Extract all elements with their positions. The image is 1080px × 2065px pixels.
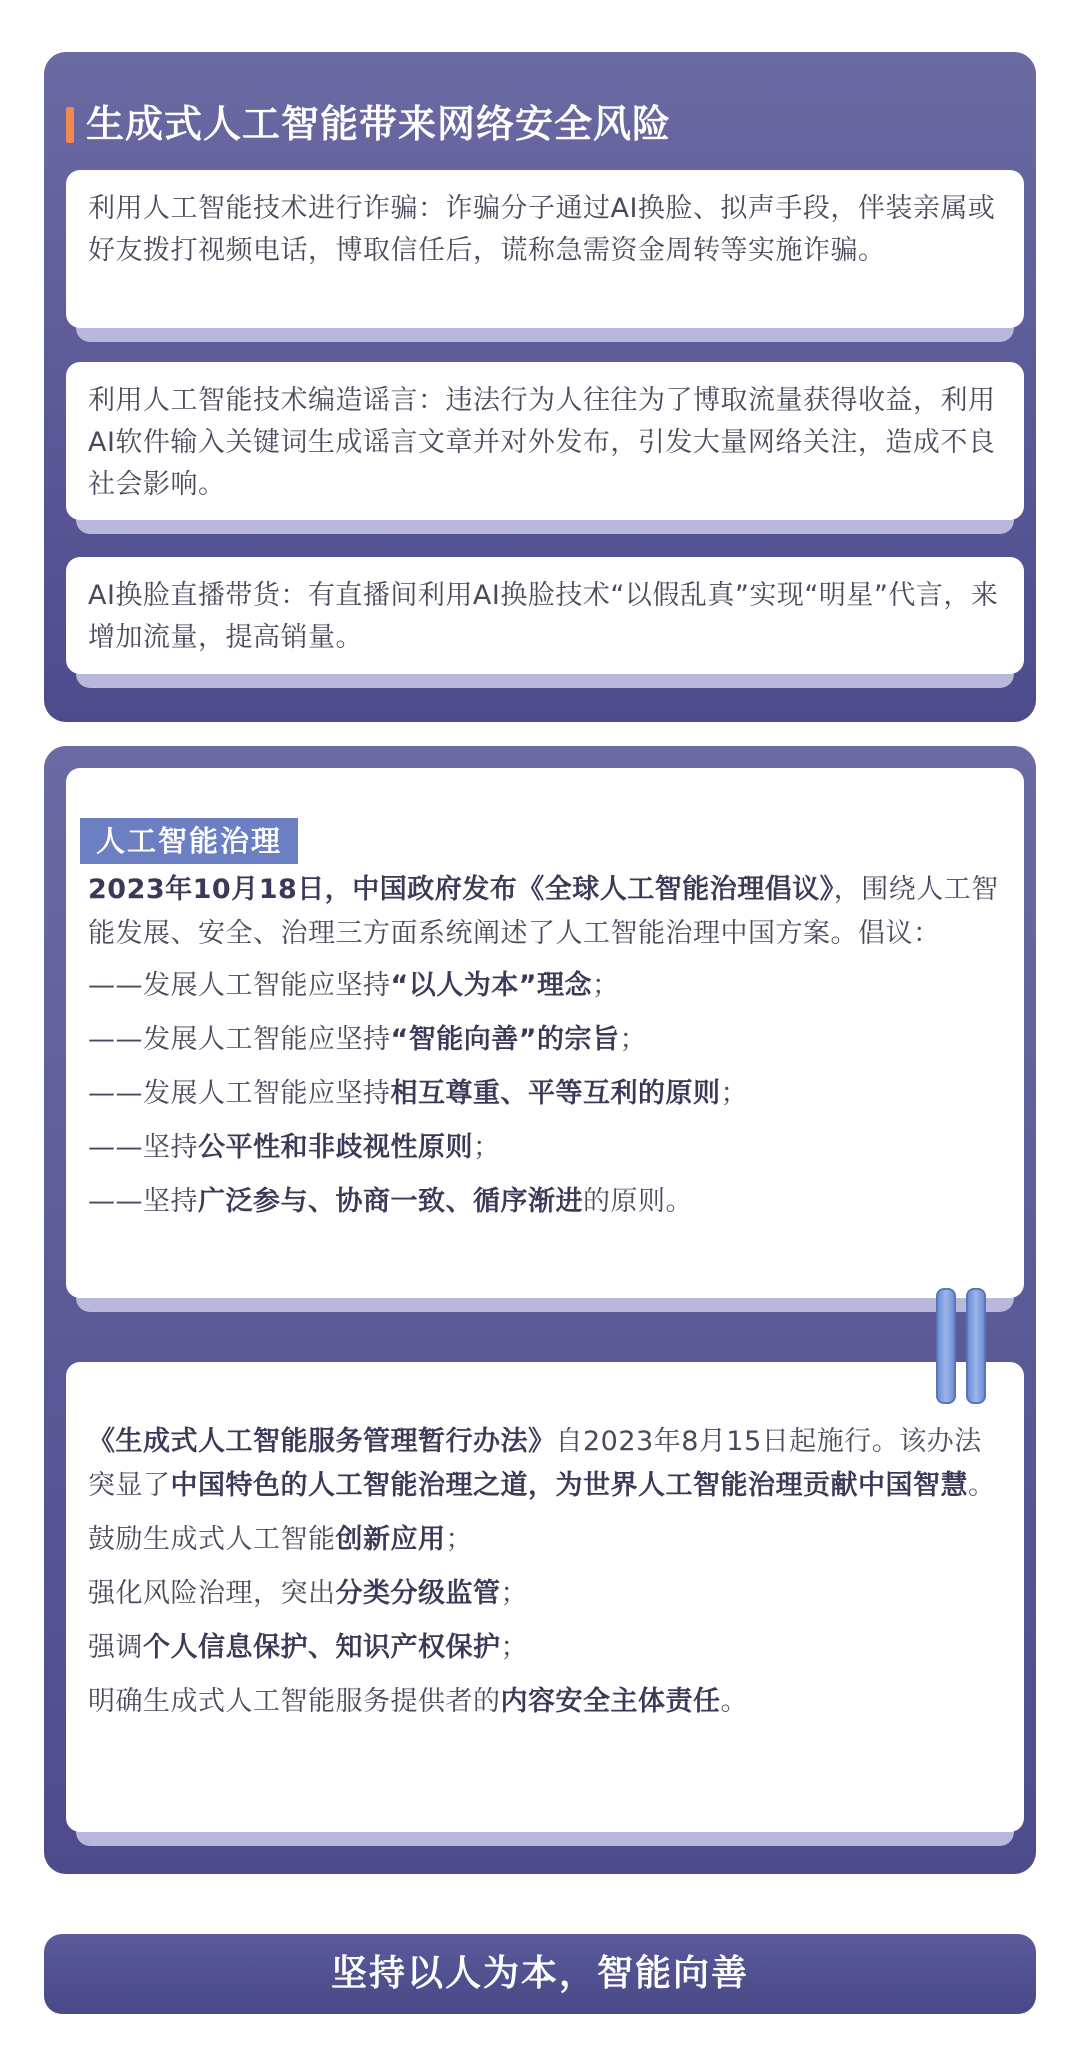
- point-suffix: ；: [720, 1078, 748, 1109]
- intro-date: 2023年10月18日，: [88, 874, 353, 905]
- binder-clip-icon: [966, 1288, 986, 1404]
- point-suffix: 的原则。: [583, 1186, 693, 1217]
- governance-intro: [88, 868, 1002, 956]
- governance-point: [88, 1072, 1002, 1116]
- risk-card: [66, 170, 1024, 328]
- risk-text: 利用人工智能技术编造谣言：违法行为人往往为了博取流量获得收益，利用AI软件输入关键词生成谣言文章并对外发布，引发大量网络关注，造成不良社会影响。: [88, 385, 996, 500]
- point-emphasis: “智能向善”的宗旨: [390, 1024, 620, 1055]
- point-suffix: ；: [445, 1524, 473, 1555]
- point-prefix: ——坚持: [88, 1132, 198, 1163]
- point-prefix: ——发展人工智能应坚持: [88, 1078, 391, 1109]
- governance-point: [88, 1180, 1002, 1224]
- intro-rest: ，围绕人工智能发展、安全、治理三方面系统阐述了人工智能治理中国方案。倡议：: [88, 874, 999, 949]
- governance-panel: [44, 746, 1036, 1874]
- measures-point: [88, 1626, 1002, 1670]
- point-prefix: 强调: [88, 1632, 143, 1663]
- risks-panel: [44, 52, 1036, 722]
- governance-point: [88, 1018, 1002, 1062]
- point-emphasis: 内容安全主体责任: [500, 1686, 721, 1717]
- risk-text: AI换脸直播带货：有直播间利用AI换脸技术“以假乱真”实现“明星”代言，来增加流量，提高销量。: [88, 580, 999, 653]
- measures-intro: [88, 1420, 1002, 1508]
- point-emphasis: 广泛参与、协商一致、循序渐进: [198, 1186, 583, 1217]
- risk-text: 利用人工智能技术进行诈骗：诈骗分子通过AI换脸、拟声手段，伴装亲属或好友拨打视频电话，博取信任后，谎称急需资金周转等实施诈骗。: [88, 193, 996, 266]
- point-suffix: ；: [500, 1632, 528, 1663]
- risk-card: [66, 557, 1024, 674]
- measures-point: [88, 1680, 1002, 1724]
- measures-point: [88, 1518, 1002, 1562]
- footer-slogan-banner: 坚持以人为本，智能向善: [44, 1934, 1036, 2014]
- point-emphasis: 分类分级监管: [335, 1578, 501, 1609]
- point-prefix: 明确生成式人工智能服务提供者的: [88, 1686, 501, 1717]
- point-suffix: ；: [619, 1024, 647, 1055]
- measures-intro-end: 。: [968, 1470, 996, 1501]
- risk-card-body: [66, 362, 1024, 520]
- point-emphasis: 创新应用: [335, 1524, 446, 1555]
- point-suffix: ；: [500, 1578, 528, 1609]
- measures-card-body: [66, 1362, 1024, 1832]
- risk-card-body: [66, 557, 1024, 674]
- governance-card: [66, 768, 1024, 1298]
- governance-point: [88, 964, 1002, 1008]
- point-suffix: 。: [720, 1686, 748, 1717]
- measures-title: 《生成式人工智能服务管理暂行办法》: [88, 1426, 556, 1457]
- measures-point: [88, 1572, 1002, 1616]
- governance-tag: 人工智能治理: [80, 818, 298, 864]
- governance-card-body: [66, 768, 1024, 1298]
- intro-initiative: 中国政府发布《全球人工智能治理倡议》: [352, 874, 834, 905]
- point-emphasis: 公平性和非歧视性原则: [198, 1132, 473, 1163]
- measures-content: [66, 1362, 1024, 1724]
- measures-card: [66, 1362, 1024, 1832]
- governance-point: [88, 1126, 1002, 1170]
- risks-section-title: 生成式人工智能带来网络安全风险: [64, 99, 671, 149]
- point-emphasis: 相互尊重、平等互利的原则: [390, 1078, 721, 1109]
- point-suffix: ；: [592, 970, 620, 1001]
- risk-card: [66, 362, 1024, 520]
- point-prefix: ——坚持: [88, 1186, 198, 1217]
- point-prefix: ——发展人工智能应坚持: [88, 1024, 391, 1055]
- point-prefix: 鼓励生成式人工智能: [88, 1524, 336, 1555]
- point-emphasis: 个人信息保护、知识产权保护: [143, 1632, 501, 1663]
- point-prefix: 强化风险治理，突出: [88, 1578, 336, 1609]
- measures-intro-mid: 自2023年8月15日起施行。该办法突显了: [88, 1426, 982, 1501]
- point-emphasis: “以人为本”理念: [390, 970, 592, 1001]
- binder-clip-icon: [936, 1288, 956, 1404]
- measures-emphasis: 中国特色的人工智能治理之道，为世界人工智能治理贡献中国智慧: [170, 1470, 968, 1501]
- risk-card-body: [66, 170, 1024, 328]
- point-prefix: ——发展人工智能应坚持: [88, 970, 391, 1001]
- point-suffix: ；: [473, 1132, 501, 1163]
